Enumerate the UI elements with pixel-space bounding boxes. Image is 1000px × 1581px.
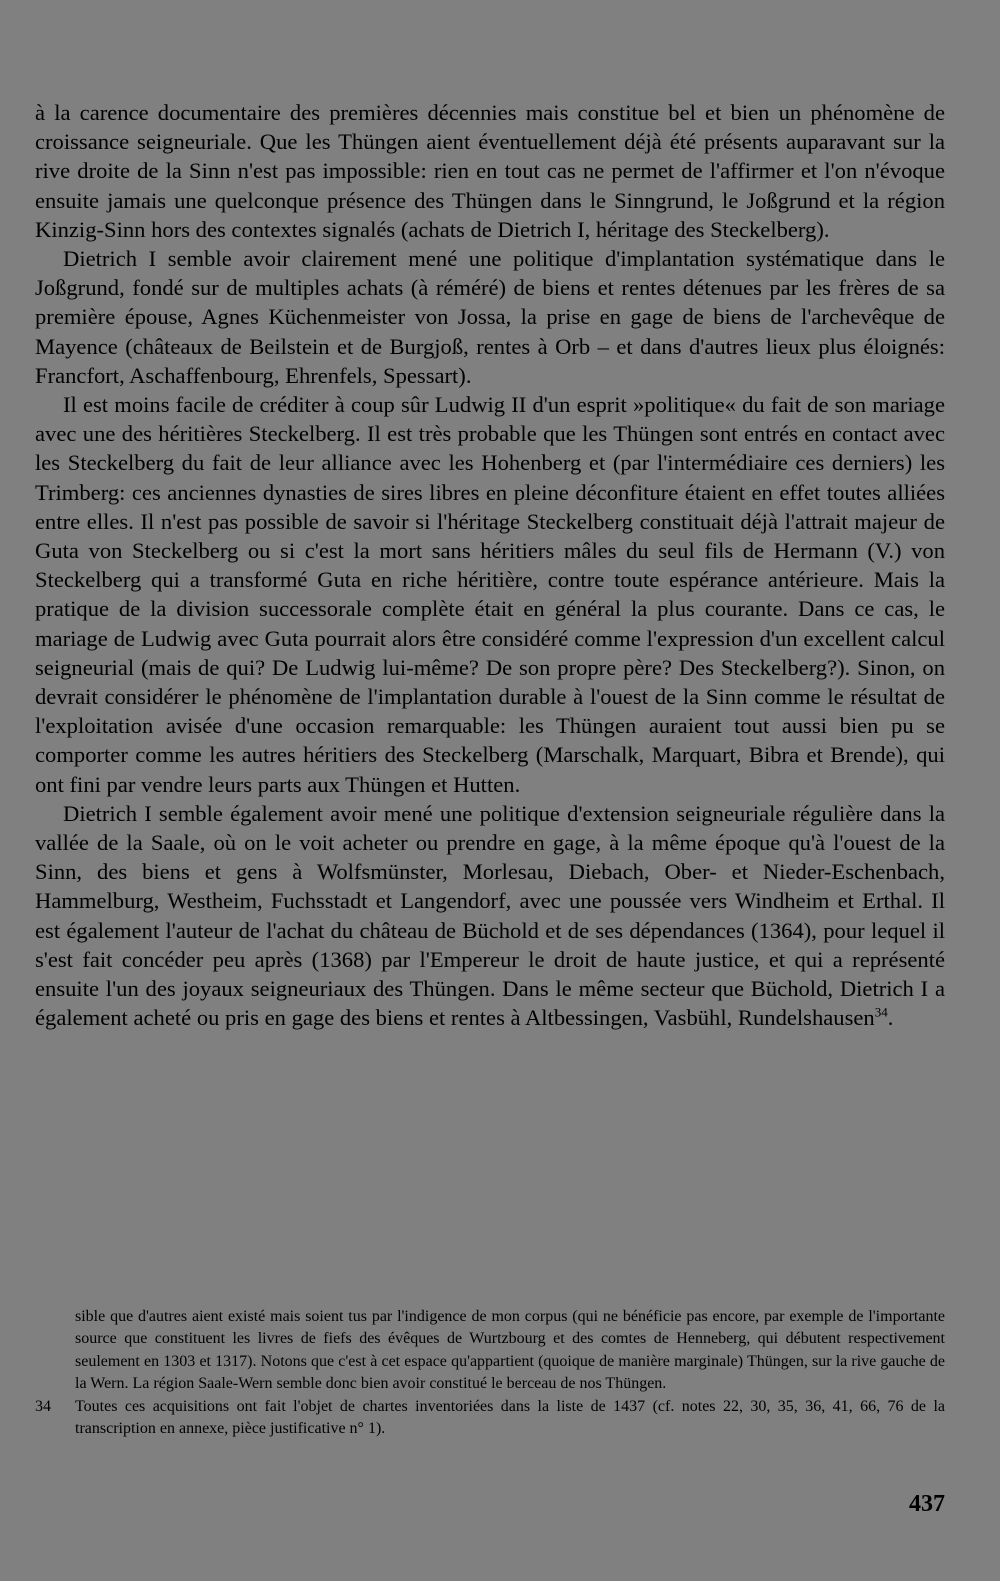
- paragraph-1: à la carence documentaire des premières décennies mais constitue bel et bien un phénomène de croissance seigneuriale. Que les Thüngen aient éventuellement déjà été présents auparavant sur la rive droite de la Sinn n'est pas impossible: rien en tout cas ne permet de l'affirmer et l'on n'évoque ensuite jamais une quelconque présence des Thüngen dans le Sinngrund, le Joßgrund et la région Kinzig-Sinn hors des contextes signalés (achats de Dietrich I, héritage des Steckelberg).: [35, 100, 945, 242]
- footnote-text: Toutes ces acquisitions ont fait l'objet de chartes inventoriées dans la liste de 1437 (cf. notes 22, 30, 35, 36, 41, 66, 76 de la transcription en annexe, pièce justificative n° 1).: [75, 1397, 945, 1438]
- footnote-ref-34: 34: [874, 1004, 888, 1020]
- page-number: 437: [909, 1491, 945, 1517]
- footnotes: [35, 1306, 945, 1440]
- footnote-34: [35, 1396, 945, 1441]
- paragraph-4-text: Dietrich I semble également avoir mené une politique d'extension seigneuriale régulière dans la vallée de la Saale, où on le voit acheter ou prendre en gage, à la même époque qu'à l'ouest de la Sinn, des biens et gens à Wolfsmünster, Morlesau, Diebach, Ober- et Nieder-Eschenbach, Hammelburg, Westheim, Fuchsstadt et Langendorf, avec une poussée vers Windheim et Erthal. Il est également l'auteur de l'achat du château de Büchold et de ses dépendances (1364), pour lequel il s'est fait concéder peu après (1368) par l'Empereur le droit de haute justice, et qui a représenté ensuite l'un des joyaux seigneuriaux des Thüngen. Dans le même secteur que Büchold, Dietrich I a également acheté ou pris en gage des biens et rentes à Altbessingen, Vasbühl, Rundelshausen: [35, 800, 945, 1031]
- paragraph-4-end: .: [887, 1005, 894, 1031]
- paragraph-3: Il est moins facile de créditer à coup sûr Ludwig II d'un esprit »politique« du fait de son mariage avec une des héritières Steckelberg. Il est très probable que les Thüngen sont entrés en contact avec les Steckelberg du fait de leur alliance avec les Hohenberg et (par l'intermédiaire ces derniers) les Trimberg: ces anciennes dynasties de sires libres en pleine déconfiture étaient en effet toutes alliées entre elles. Il n'est pas possible de savoir si l'héritage Steckelberg constituait déjà l'attrait majeur de Guta von Steckelberg ou si c'est la mort sans héritiers mâles du seul fils de Hermann (V.) von Steckelberg qui a transformé Guta en riche héritière, contre toute espérance antérieure. Mais la pratique de la division successorale complète était en général la plus courante. Dans ce cas, le mariage de Ludwig avec Guta pourrait alors être considéré comme l'expression d'un excellent calcul seigneurial (mais de qui? De Ludwig lui-même? De son propre père? Des Steckelberg?). Sinon, on devrait considérer le phénomène de l'implantation durable à l'ouest de la Sinn comme le résultat de l'exploitation avisée d'une occasion remarquable: les Thüngen auraient tout aussi bien pu se comporter comme les autres héritiers des Steckelberg (Marschalk, Marquart, Bibra et Brende), qui ont fini par vendre leurs parts aux Thüngen et Hutten.: [35, 392, 945, 797]
- footnote-continuation: sible que d'autres aient existé mais soient tus par l'indigence de mon corpus (qui ne bénéficie pas encore, par exemple de l'importante source que constituent les livres de fiefs des évêques de Wurtzbourg et des comtes de Henneberg, qui débutent respectivement seulement en 1303 et 1317). Notons que c'est à cet espace qu'appartient (quoique de manière marginale) Thüngen, sur la rive gauche de la Wern. La région Saale-Wern semble donc bien avoir constitué le berceau de nos Thüngen.: [75, 1308, 945, 1393]
- main-text: [35, 98, 945, 1033]
- paragraph-2: Dietrich I semble avoir clairement mené une politique d'implantation systématique dans le Joßgrund, fondé sur de multiples achats (à réméré) de biens et rentes détenues par les frères de sa première épouse, Agnes Küchenmeister von Jossa, la prise en gage de biens de l'archevêque de Mayence (châteaux de Beilstein et de Burgjoß, rentes à Orb – et dans d'autres lieux plus éloignés: Francfort, Aschaffenbourg, Ehrenfels, Spessart).: [35, 246, 945, 388]
- paragraph-4: [35, 799, 945, 1033]
- footnote-number: 34: [35, 1397, 51, 1415]
